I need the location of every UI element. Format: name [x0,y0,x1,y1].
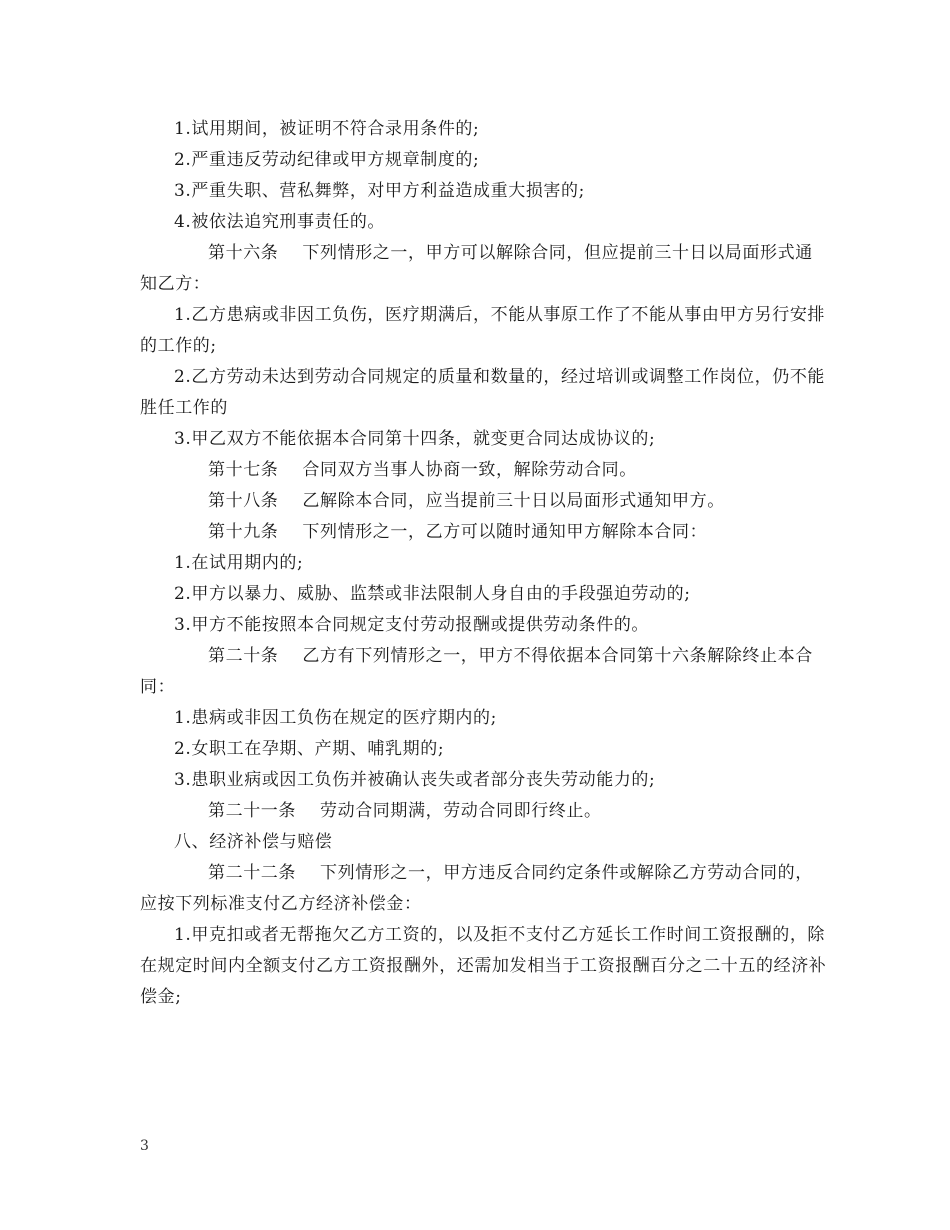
paragraph [140,610,830,641]
document-body [140,114,830,1013]
article-paragraph [140,238,830,300]
paragraph [140,114,830,145]
paragraph [140,176,830,207]
paragraph-text: 1.在试用期内的; [174,553,304,573]
article-number: 第二十条 [208,646,279,666]
article-paragraph [140,858,830,920]
article-number: 第二十二条 [208,863,296,883]
paragraph-text: 2.严重违反劳动纪律或甲方规章制度的; [174,150,480,170]
paragraph-text: 1.试用期间，被证明不符合录用条件的; [174,119,480,139]
paragraph-text: 八、经济补偿与赔偿 [174,832,333,852]
paragraph-text: 1.甲克扣或者无帮拖欠乙方工资的，以及拒不支付乙方延长工作时间工资报酬的，除在规定时间内全额支付乙方工资报酬外，还需加发相当于工资报酬百分之二十五的经济补偿金; [140,925,827,1007]
paragraph-text: 3.严重失职、营私舞弊，对甲方利益造成重大损害的; [174,181,585,201]
article-paragraph [140,641,830,703]
article-paragraph [140,796,830,827]
article-number: 第十六条 [208,243,279,263]
paragraph [140,579,830,610]
paragraph-text: 乙方有下列情形之一，甲方不得依据本合同第十六条解除终止本合同： [140,646,813,697]
paragraph-text: 3.甲乙双方不能依据本合同第十四条，就变更合同达成协议的; [174,429,656,449]
paragraph-text: 3.患职业病或因工负伤并被确认丧失或者部分丧失劳动能力的; [174,770,656,790]
paragraph [140,734,830,765]
page-number: 3 [140,1138,149,1154]
article-paragraph [140,517,830,548]
paragraph-text: 1.患病或非因工负伤在规定的医疗期内的; [174,708,497,728]
paragraph [140,300,830,362]
paragraph-text: 劳动合同期满，劳动合同即行终止。 [320,801,602,821]
paragraph-text: 1.乙方患病或非因工负伤，医疗期满后，不能从事原工作了不能从事由甲方另行安排的工作的; [140,305,826,356]
paragraph [140,424,830,455]
article-number: 第十八条 [208,491,279,511]
paragraph-text: 下列情形之一，甲方违反合同约定条件或解除乙方劳动合同的，应按下列标准支付乙方经济补偿金： [140,863,813,914]
paragraph-text: 乙解除本合同，应当提前三十日以局面形式通知甲方。 [302,491,725,511]
paragraph-text: 2.女职工在孕期、产期、哺乳期的; [174,739,445,759]
paragraph [140,827,830,858]
paragraph [140,548,830,579]
article-paragraph [140,455,830,486]
paragraph [140,145,830,176]
article-paragraph [140,486,830,517]
article-number: 第二十一条 [208,801,296,821]
paragraph-text: 合同双方当事人协商一致，解除劳动合同。 [302,460,637,480]
article-number: 第十七条 [208,460,279,480]
paragraph-text: 下列情形之一，乙方可以随时通知甲方解除本合同： [302,522,708,542]
paragraph-text: 4.被依法追究刑事责任的。 [174,212,386,232]
paragraph [140,920,830,1013]
paragraph [140,207,830,238]
paragraph [140,362,830,424]
paragraph-text: 3.甲方不能按照本合同规定支付劳动报酬或提供劳动条件的。 [174,615,650,635]
paragraph [140,703,830,734]
paragraph [140,765,830,796]
paragraph-text: 下列情形之一，甲方可以解除合同，但应提前三十日以局面形式通知乙方： [140,243,813,294]
article-number: 第十九条 [208,522,279,542]
paragraph-text: 2.甲方以暴力、威胁、监禁或非法限制人身自由的手段强迫劳动的; [174,584,691,604]
paragraph-text: 2.乙方劳动未达到劳动合同规定的质量和数量的，经过培训或调整工作岗位，仍不能胜任工作的 [140,367,826,418]
